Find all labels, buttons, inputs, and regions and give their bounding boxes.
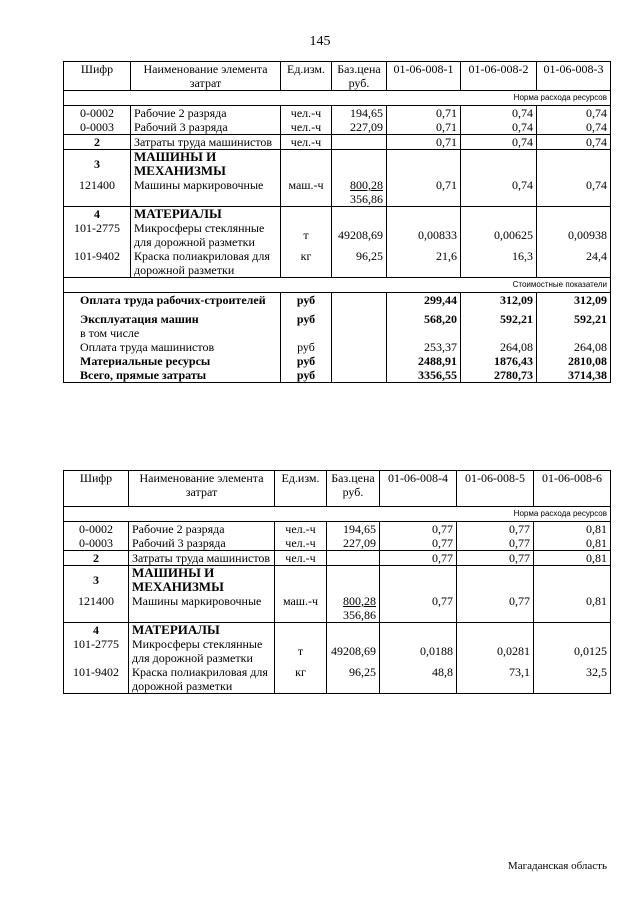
- cost-name: Материальные ресурсы: [64, 354, 281, 368]
- row-name: Краска полиакриловая для дорожной разметки: [129, 665, 275, 694]
- page-footer: Магаданская область: [507, 860, 607, 872]
- row-code: 0-0002: [64, 522, 129, 537]
- row-price: 96,25: [327, 665, 380, 694]
- row-value-1: 0,00833: [387, 221, 461, 249]
- row-code: 2: [64, 135, 131, 150]
- row-value-2: 0,74: [461, 135, 537, 150]
- table-row: [64, 594, 611, 623]
- row-unit: чел.-ч: [281, 120, 332, 135]
- cost-row: [64, 307, 611, 326]
- row-name: Рабочие 2 разряда: [129, 522, 275, 537]
- cost-name: Оплата труда машинистов: [64, 340, 281, 354]
- cost-unit: руб: [281, 340, 332, 354]
- row-price: 96,25: [332, 249, 387, 278]
- section-title: МАШИНЫ И МЕХАНИЗМЫ: [129, 566, 275, 595]
- section-row: [64, 207, 611, 222]
- row-name: Микросферы стеклянные для дорожной разметки: [131, 221, 281, 249]
- col-header-price: Баз.цена руб.: [332, 62, 387, 91]
- row-unit: чел.-ч: [281, 135, 332, 150]
- row-value-2: 0,77: [457, 522, 534, 537]
- cost-label: Стоимостные показатели: [64, 278, 611, 293]
- row-price-secondary: 356,86: [350, 192, 383, 206]
- cost-value-2: 312,09: [461, 293, 537, 308]
- row-code: 0-0002: [64, 106, 131, 121]
- row-value-2: 0,77: [457, 594, 534, 623]
- section-title: МАТЕРИАЛЫ: [129, 623, 275, 638]
- row-unit: чел.-ч: [275, 551, 327, 566]
- cost-row: [64, 354, 611, 368]
- row-name: Рабочие 2 разряда: [131, 106, 281, 121]
- row-value-3: 0,81: [534, 594, 611, 623]
- resource-table-1: [63, 61, 611, 383]
- table-row: [64, 637, 611, 665]
- row-value-2: 0,77: [457, 536, 534, 551]
- norm-label-row: [64, 91, 611, 106]
- cost-value-1: 2488,91: [387, 354, 461, 368]
- row-unit: т: [275, 637, 327, 665]
- col-header-code: Шифр: [64, 62, 131, 91]
- row-value-3: 0,81: [534, 536, 611, 551]
- row-price-secondary: 356,86: [343, 608, 376, 622]
- row-price-cell: [327, 594, 380, 623]
- row-price: 227,09: [327, 536, 380, 551]
- row-name: Краска полиакриловая для дорожной разметки: [131, 249, 281, 278]
- col-header-norm-2: 01-06-008-5: [457, 471, 534, 507]
- cost-unit: руб: [281, 368, 332, 383]
- row-name: Затраты труда машинистов: [129, 551, 275, 566]
- col-header-name: Наименование элемента затрат: [129, 471, 275, 507]
- row-price: [327, 551, 380, 566]
- col-header-norm-2: 01-06-008-2: [461, 62, 537, 91]
- col-header-price: Баз.цена руб.: [327, 471, 380, 507]
- row-price: 49208,69: [332, 221, 387, 249]
- row-value-1: 0,77: [380, 536, 457, 551]
- row-name: Машины маркировочные: [131, 178, 281, 207]
- row-value-3: 0,74: [537, 135, 611, 150]
- cost-value-1: 253,37: [387, 340, 461, 354]
- row-name: Рабочий 3 разряда: [131, 120, 281, 135]
- section-code: 3: [64, 150, 131, 179]
- cost-name: Всего, прямые затраты: [64, 368, 281, 383]
- cost-unit: руб: [281, 293, 332, 308]
- row-unit: маш.-ч: [275, 594, 327, 623]
- table-row: [64, 178, 611, 207]
- col-header-norm-1: 01-06-008-4: [380, 471, 457, 507]
- section-row: [64, 566, 611, 595]
- cost-name: Эксплуатация машин: [64, 307, 281, 326]
- row-value-3: 0,0125: [534, 637, 611, 665]
- col-header-unit: Ед.изм.: [275, 471, 327, 507]
- row-price: 800,28: [350, 178, 383, 192]
- row-code: 101-2775: [64, 637, 129, 665]
- table-row: [64, 120, 611, 135]
- cost-value-3: 2810,08: [537, 354, 611, 368]
- row-unit: чел.-ч: [275, 536, 327, 551]
- section-title: МАШИНЫ И МЕХАНИЗМЫ: [131, 150, 281, 179]
- row-code: 121400: [64, 594, 129, 623]
- cost-value-3: 592,21: [537, 307, 611, 326]
- page-number: 145: [309, 34, 331, 49]
- row-price: 49208,69: [327, 637, 380, 665]
- table-row: [64, 522, 611, 537]
- row-value-1: 0,71: [387, 135, 461, 150]
- col-header-norm-3: 01-06-008-3: [537, 62, 611, 91]
- row-value-1: 0,77: [380, 594, 457, 623]
- table-row: [64, 249, 611, 278]
- row-name: Машины маркировочные: [129, 594, 275, 623]
- col-header-norm-3: 01-06-008-6: [534, 471, 611, 507]
- row-value-1: 0,71: [387, 106, 461, 121]
- row-price: 800,28: [343, 594, 376, 608]
- norm-label-row: [64, 507, 611, 522]
- norm-label: Норма расхода ресурсов: [64, 507, 611, 522]
- row-value-2: 16,3: [461, 249, 537, 278]
- row-code: 0-0003: [64, 536, 129, 551]
- table-row: [64, 665, 611, 694]
- cost-value-1: 299,44: [387, 293, 461, 308]
- row-value-1: 0,77: [380, 551, 457, 566]
- row-value-2: 73,1: [457, 665, 534, 694]
- row-code: 101-9402: [64, 665, 129, 694]
- row-price: 194,65: [327, 522, 380, 537]
- row-unit: чел.-ч: [281, 106, 332, 121]
- table-row: [64, 106, 611, 121]
- row-unit: маш.-ч: [281, 178, 332, 207]
- cost-name: в том числе: [64, 326, 281, 340]
- table-header-row: [64, 62, 611, 91]
- cost-row: [64, 368, 611, 383]
- row-price-cell: [332, 178, 387, 207]
- row-unit: чел.-ч: [275, 522, 327, 537]
- row-value-2: 0,74: [461, 106, 537, 121]
- row-unit: кг: [281, 249, 332, 278]
- cost-value-3: 312,09: [537, 293, 611, 308]
- cost-value-2: 1876,43: [461, 354, 537, 368]
- row-value-3: 0,74: [537, 178, 611, 207]
- row-value-2: 0,0281: [457, 637, 534, 665]
- section-code: 3: [64, 566, 129, 595]
- row-value-3: 0,81: [534, 522, 611, 537]
- cost-name: Оплата труда рабочих-строителей: [64, 293, 281, 308]
- row-value-3: 32,5: [534, 665, 611, 694]
- row-price: 194,65: [332, 106, 387, 121]
- cost-value-3: 3714,38: [537, 368, 611, 383]
- row-value-1: 0,71: [387, 178, 461, 207]
- section-code: 4: [64, 623, 129, 638]
- row-code: 121400: [64, 178, 131, 207]
- row-value-2: 0,77: [457, 551, 534, 566]
- table-row: [64, 221, 611, 249]
- row-value-1: 0,71: [387, 120, 461, 135]
- row-value-2: 0,74: [461, 178, 537, 207]
- row-value-1: 0,0188: [380, 637, 457, 665]
- row-price: [332, 135, 387, 150]
- row-code: 101-9402: [64, 249, 131, 278]
- col-header-code: Шифр: [64, 471, 129, 507]
- row-value-3: 0,81: [534, 551, 611, 566]
- cost-row: [64, 340, 611, 354]
- col-header-unit: Ед.изм.: [281, 62, 332, 91]
- row-name: Микросферы стеклянные для дорожной разметки: [129, 637, 275, 665]
- row-value-3: 0,74: [537, 120, 611, 135]
- cost-value-2: 264,08: [461, 340, 537, 354]
- table-header-row: [64, 471, 611, 507]
- cost-value-2: 2780,73: [461, 368, 537, 383]
- row-value-2: 0,00625: [461, 221, 537, 249]
- col-header-norm-1: 01-06-008-1: [387, 62, 461, 91]
- row-value-1: 48,8: [380, 665, 457, 694]
- row-value-3: 0,00938: [537, 221, 611, 249]
- section-row: [64, 150, 611, 179]
- row-code: 2: [64, 551, 129, 566]
- row-value-2: 0,74: [461, 120, 537, 135]
- cost-row: [64, 326, 611, 340]
- col-header-name: Наименование элемента затрат: [131, 62, 281, 91]
- cost-row: [64, 293, 611, 308]
- section-row: [64, 623, 611, 638]
- row-code: 101-2775: [64, 221, 131, 249]
- section-title: МАТЕРИАЛЫ: [131, 207, 281, 222]
- row-name: Затраты труда машинистов: [131, 135, 281, 150]
- table-row: [64, 135, 611, 150]
- cost-value-1: 568,20: [387, 307, 461, 326]
- row-code: 0-0003: [64, 120, 131, 135]
- table-row: [64, 536, 611, 551]
- cost-unit: руб: [281, 307, 332, 326]
- row-value-1: 0,77: [380, 522, 457, 537]
- cost-unit: руб: [281, 354, 332, 368]
- row-price: 227,09: [332, 120, 387, 135]
- row-value-3: 24,4: [537, 249, 611, 278]
- row-unit: кг: [275, 665, 327, 694]
- row-value-3: 0,74: [537, 106, 611, 121]
- row-name: Рабочий 3 разряда: [129, 536, 275, 551]
- row-unit: т: [281, 221, 332, 249]
- table-row: [64, 551, 611, 566]
- cost-label-row: [64, 278, 611, 293]
- section-code: 4: [64, 207, 131, 222]
- cost-value-2: 592,21: [461, 307, 537, 326]
- row-value-1: 21,6: [387, 249, 461, 278]
- norm-label: Норма расхода ресурсов: [64, 91, 611, 106]
- cost-value-3: 264,08: [537, 340, 611, 354]
- resource-table-2: [63, 470, 611, 694]
- cost-value-1: 3356,55: [387, 368, 461, 383]
